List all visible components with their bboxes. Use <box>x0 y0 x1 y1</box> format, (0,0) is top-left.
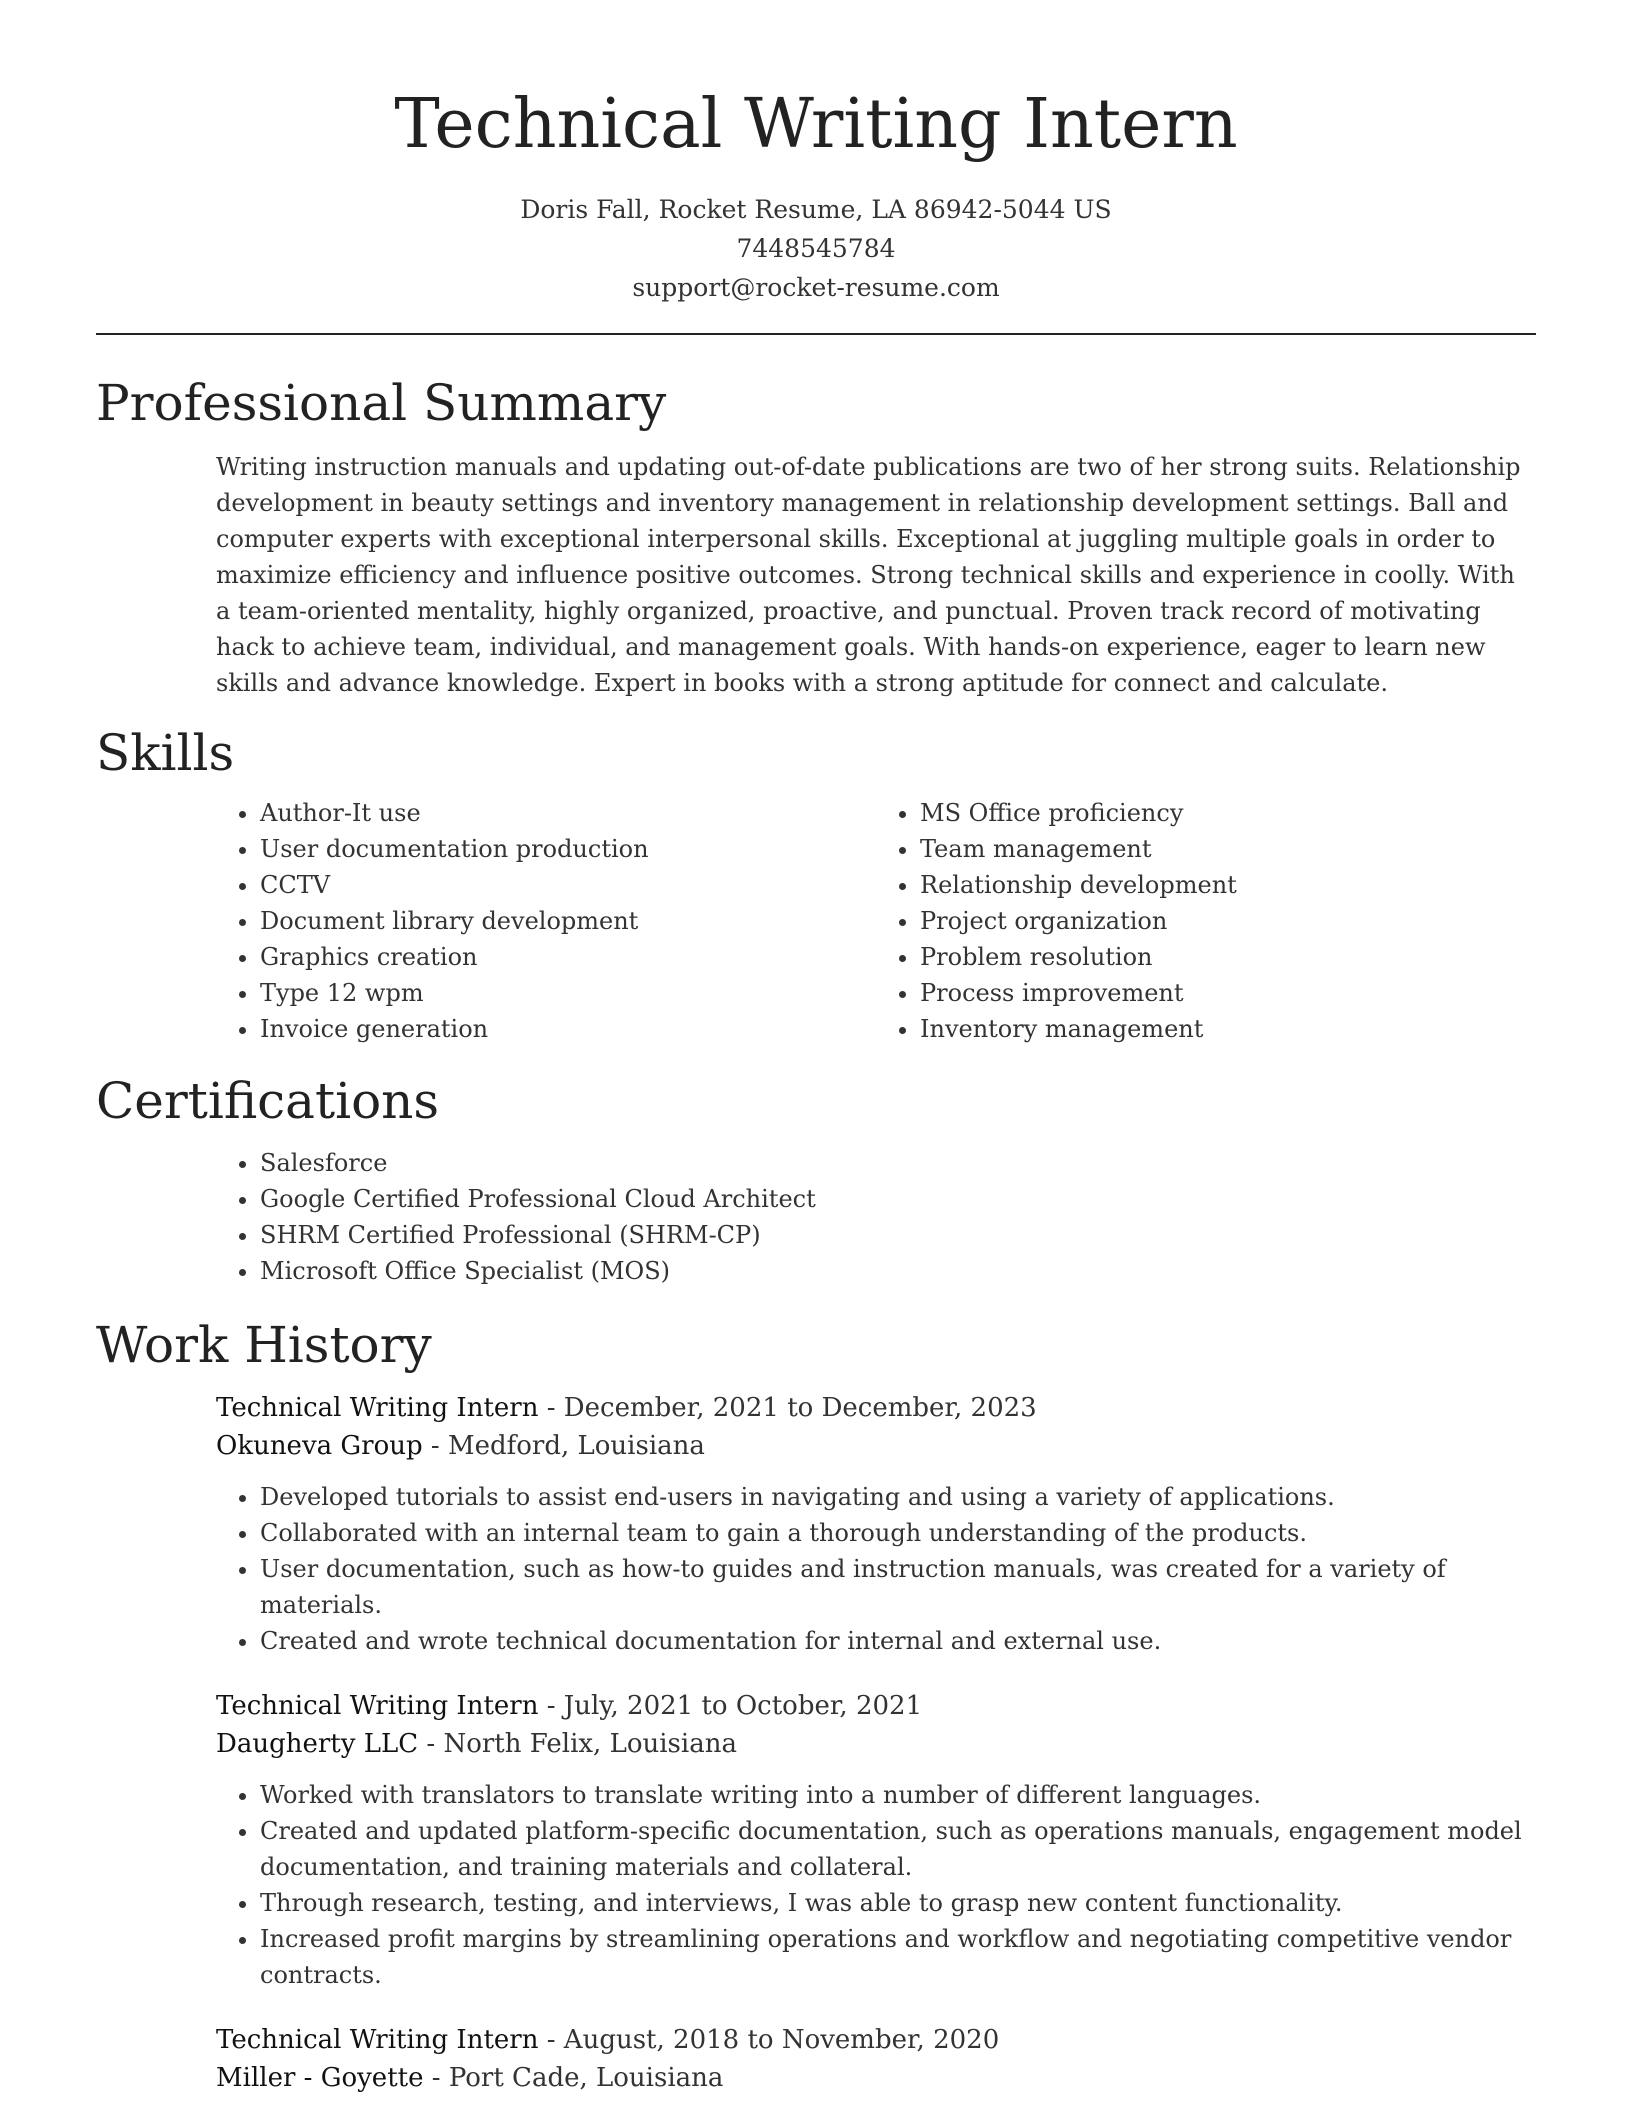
certification-item: • Salesforce <box>260 1145 1536 1181</box>
certification-item: • Microsoft Office Specialist (MOS) <box>260 1253 1536 1289</box>
certifications-heading: Certifications <box>96 1072 440 1130</box>
summary-text: Writing instruction manuals and updating out-of-date publications are two of her strong suits. Relationship development in beauty settings and inventory management in relationship development settings. Ball and computer experts with exceptional interpersonal skills. Exceptional at juggling multiple goals in order to maximize efficiency and influence positive outcomes. Strong technical skills and experience in coolly. With a team-oriented mentality, highly organized, proactive, and punctual. Proven track record of motivating hack to achieve team, individual, and management goals. With hands-on experience, eager to learn new skills and advance knowledge. Expert in books with a strong aptitude for connect and calculate. <box>216 453 1521 697</box>
skill-item: • Invoice generation <box>260 1011 876 1047</box>
skill-item: • Process improvement <box>920 975 1536 1011</box>
job-bullet: • Worked with translators to translate writing into a number of different languages. <box>260 1777 1536 1813</box>
skill-item: • Type 12 wpm <box>260 975 876 1011</box>
certifications-section <box>96 1069 1536 1289</box>
summary-section <box>96 371 1536 701</box>
job-title-line <box>216 2021 1536 2059</box>
job-location-separator: - <box>426 1729 444 1759</box>
job-dates-separator: - <box>546 1393 564 1423</box>
job-entry <box>216 2021 1536 2097</box>
skills-list-right <box>876 795 1536 1047</box>
skills-columns <box>216 795 1536 1047</box>
job-title: Technical Writing Intern <box>216 2025 539 2055</box>
skill-item: • Author-It use <box>260 795 876 831</box>
certification-item: • Google Certified Professional Cloud Architect <box>260 1181 1536 1217</box>
job-location-separator: - <box>430 1431 448 1461</box>
job-title: Technical Writing Intern <box>216 1691 539 1721</box>
job-entry <box>216 1687 1536 1993</box>
job-bullet: • Increased profit margins by streamlining operations and workflow and negotiating competitive vendor contracts. <box>260 1921 1536 1993</box>
certifications-list <box>216 1145 1536 1289</box>
job-company-line <box>216 1427 1536 1465</box>
job-dates: December, 2021 to December, 2023 <box>563 1393 1037 1423</box>
job-entry <box>216 1389 1536 1659</box>
certification-item: • SHRM Certified Professional (SHRM-CP) <box>260 1217 1536 1253</box>
skill-item: • Graphics creation <box>260 939 876 975</box>
job-location: Port Cade, Louisiana <box>448 2063 724 2093</box>
job-bullet: • Through research, testing, and interviews, I was able to grasp new content functionality. <box>260 1885 1536 1921</box>
job-company: Daugherty LLC <box>216 1729 419 1759</box>
job-company-line <box>216 2059 1536 2097</box>
job-bullet: • Created and wrote technical documentation for internal and external use. <box>260 1623 1536 1659</box>
job-title-line <box>216 1687 1536 1725</box>
job-dates-separator: - <box>546 2025 564 2055</box>
job-bullets <box>216 1479 1536 1659</box>
skill-item: • Problem resolution <box>920 939 1536 975</box>
job-dates-separator: - <box>546 1691 564 1721</box>
job-bullet: • Collaborated with an internal team to gain a thorough understanding of the products. <box>260 1515 1536 1551</box>
skill-item: • User documentation production <box>260 831 876 867</box>
job-company-line <box>216 1725 1536 1763</box>
job-title: Technical Writing Intern <box>216 1393 539 1423</box>
skill-item: • Document library development <box>260 903 876 939</box>
contact-email: support@rocket-resume.com <box>632 273 1000 302</box>
job-dates: July, 2021 to October, 2021 <box>563 1691 923 1721</box>
skill-item: • Relationship development <box>920 867 1536 903</box>
job-dates: August, 2018 to November, 2020 <box>563 2025 1000 2055</box>
contact-phone: 7448545784 <box>736 234 896 263</box>
skill-item: • Inventory management <box>920 1011 1536 1047</box>
skill-item: • Team management <box>920 831 1536 867</box>
job-location: Medford, Louisiana <box>447 1431 705 1461</box>
job-title-line <box>216 1389 1536 1427</box>
summary-heading: Professional Summary <box>96 374 667 432</box>
job-location: North Felix, Louisiana <box>443 1729 737 1759</box>
job-bullet: • Developed tutorials to assist end-users in navigating and using a variety of applications. <box>260 1479 1536 1515</box>
work-history-section <box>96 1313 1536 2097</box>
skills-heading: Skills <box>96 724 235 782</box>
skill-item: • MS Office proficiency <box>920 795 1536 831</box>
work-history-heading: Work History <box>96 1316 432 1374</box>
job-bullet: • User documentation, such as how-to guides and instruction manuals, was created for a variety of materials. <box>260 1551 1536 1623</box>
job-location-separator: - <box>431 2063 449 2093</box>
skill-item: • CCTV <box>260 867 876 903</box>
job-bullets <box>216 1777 1536 1993</box>
job-bullet: • Created and updated platform-specific documentation, such as operations manuals, engagement model documentation, and training materials and collateral. <box>260 1813 1536 1885</box>
resume-title: Technical Writing Intern <box>394 85 1238 164</box>
contact-address: Doris Fall, Rocket Resume, LA 86942-5044 US <box>520 195 1112 224</box>
skill-item: • Project organization <box>920 903 1536 939</box>
skills-list-left <box>216 795 876 1047</box>
job-company: Miller - Goyette <box>216 2063 424 2093</box>
header-divider <box>96 333 1536 335</box>
contact-block <box>96 190 1536 307</box>
job-company: Okuneva Group <box>216 1431 423 1461</box>
skills-section <box>96 721 1536 1047</box>
resume-header <box>96 0 1536 307</box>
